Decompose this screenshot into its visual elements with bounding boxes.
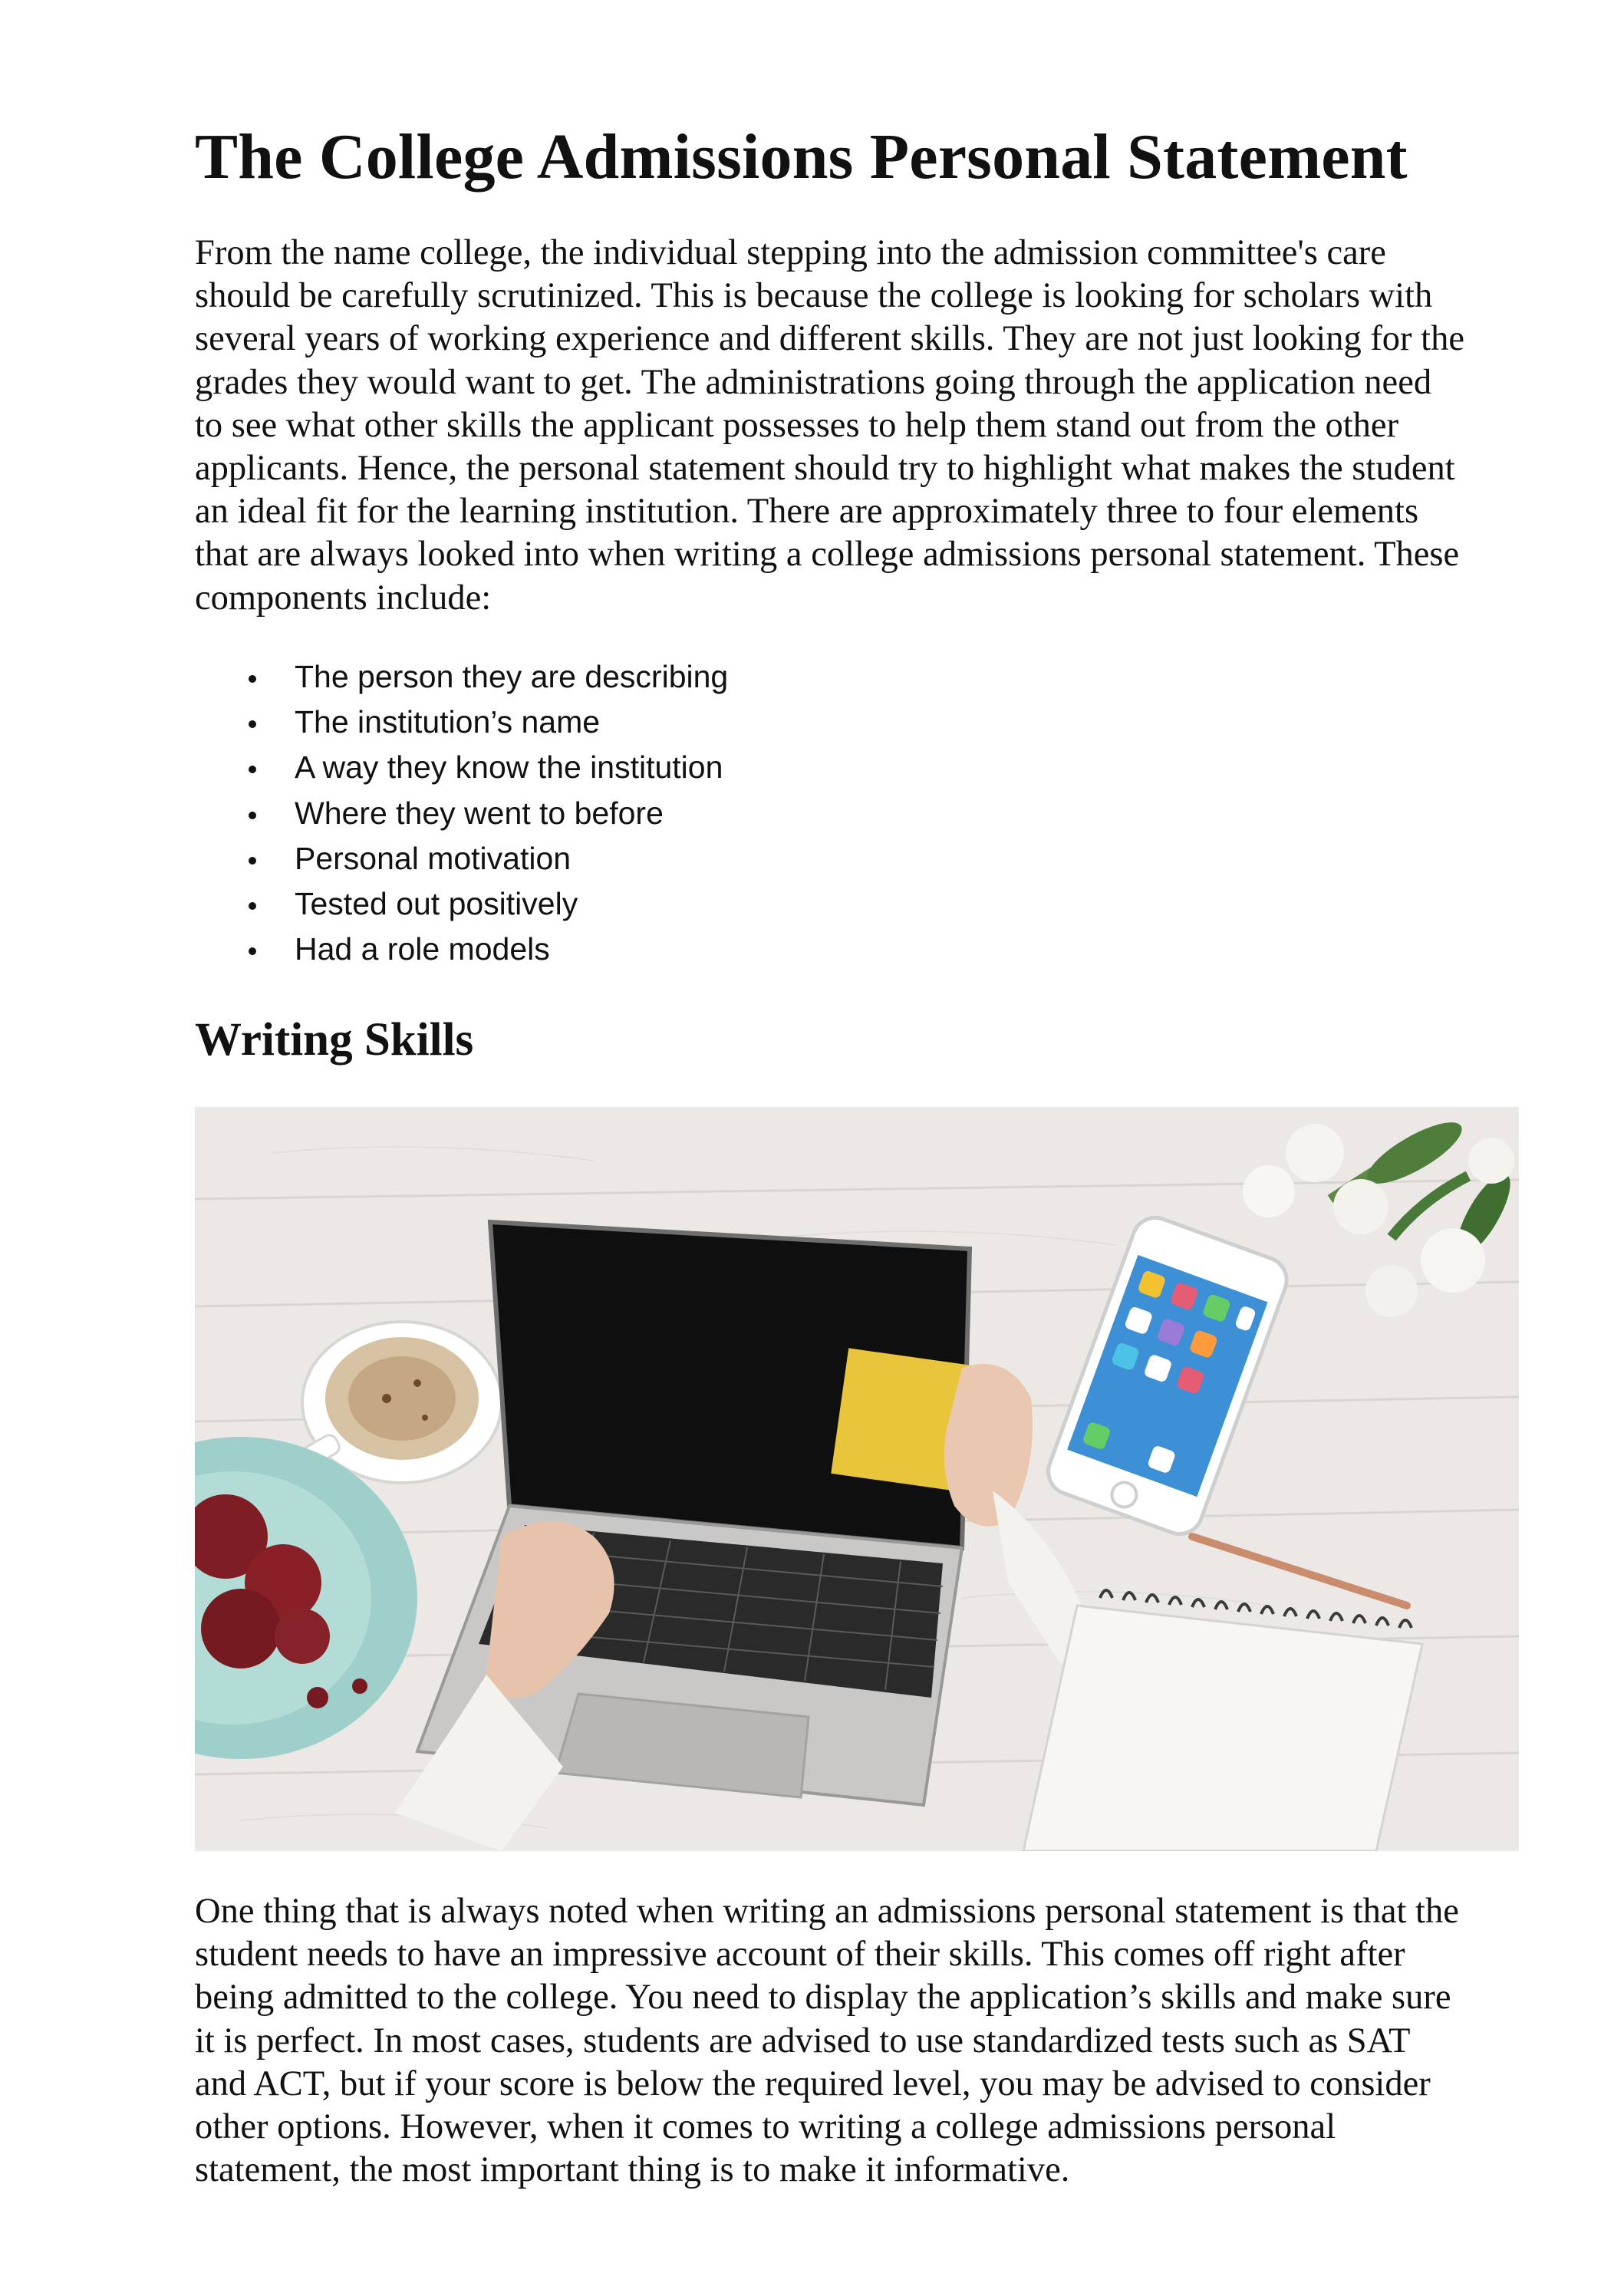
closing-line: it is perfect. In most cases, students are advised to use standardized tests such as SAT [195,2021,1411,2060]
intro-line: to see what other skills the applicant possesses to help them stand out from the other [195,405,1399,445]
intro-line: components include: [195,578,492,618]
closing-line: statement, the most important thing is to make it informative. [195,2150,1070,2190]
section-heading: Writing Skills [195,1014,474,1066]
intro-line: grades they would want to get. The administrations going through the application need [195,362,1432,402]
list-item: A way they know the institution [195,745,728,790]
list-item: The institution’s name [195,700,728,745]
list-item: Had a role models [195,927,728,972]
intro-line: should be carefully scrutinized. This is because the college is looking for scholars with [195,276,1433,316]
closing-paragraph [195,1890,1522,2192]
intro-line: several years of working experience and different skills. They are not just looking for the [195,319,1464,359]
intro-line: From the name college, the individual stepping into the admission committee's care [195,233,1386,272]
closing-line: being admitted to the college. You need to display the application’s skills and make sure [195,1978,1451,2018]
list-item: Personal motivation [195,836,728,881]
closing-line: One thing that is always noted when writing an admissions personal statement is that the [195,1892,1459,1931]
closing-line: and ACT, but if your score is below the required level, you may be advised to consider [195,2064,1431,2103]
intro-line: applicants. Hence, the personal statement should try to highlight what makes the student [195,449,1455,489]
list-item: Tested out positively [195,881,728,927]
desk-laptop-photo [195,1107,1519,1851]
intro-paragraph [195,232,1522,620]
closing-line: student needs to have an impressive account of their skills. This comes off right after [195,1935,1405,1975]
list-item: Where they went to before [195,791,728,836]
intro-line: an ideal fit for the learning institution. There are approximately three to four elements [195,492,1419,532]
page-title: The College Admissions Personal Statement [195,121,1408,193]
list-item: The person they are describing [195,654,728,700]
components-list [195,654,728,972]
closing-line: other options. However, when it comes to writing a college admissions personal [195,2107,1336,2147]
intro-line: that are always looked into when writing a college admissions personal statement. These [195,535,1460,575]
